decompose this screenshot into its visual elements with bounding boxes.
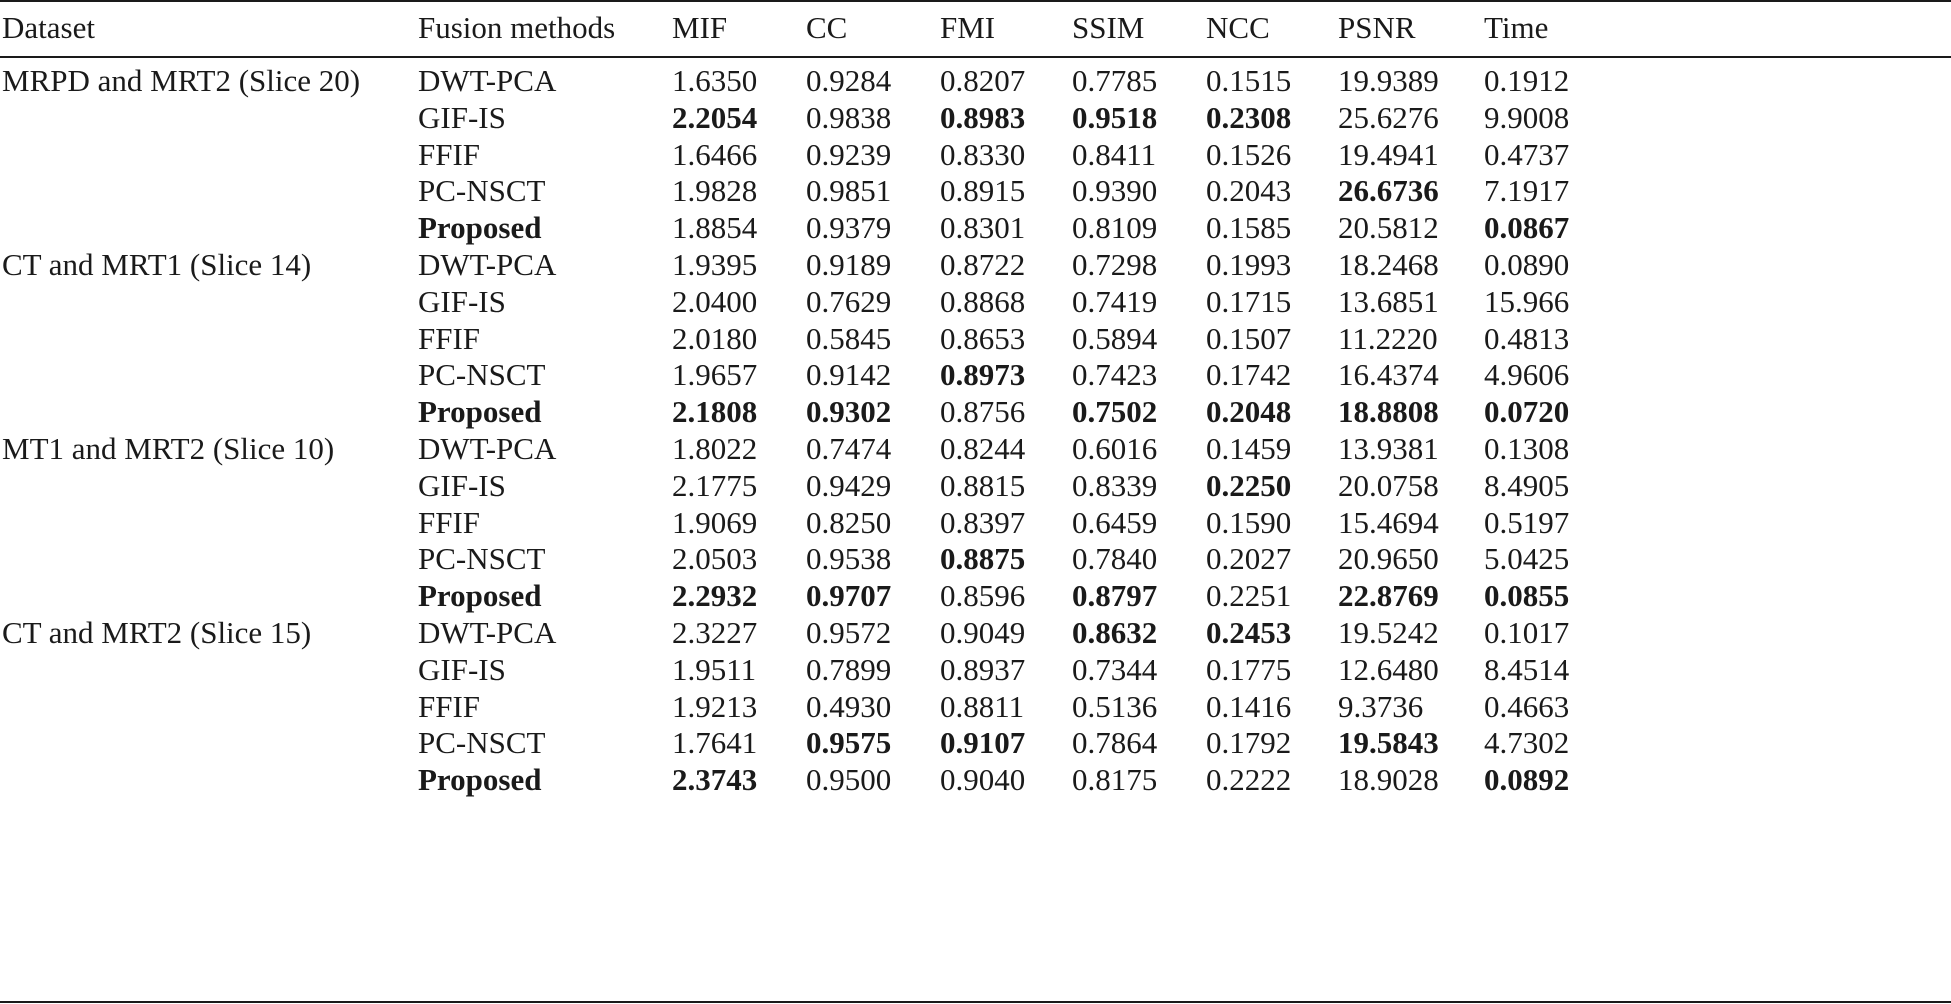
value-time: 8.4905 bbox=[1484, 467, 1570, 503]
value-mif: 1.6350 bbox=[672, 63, 758, 98]
value-ncc: 0.1585 bbox=[1206, 210, 1292, 246]
value-cc: 0.9429 bbox=[806, 467, 892, 503]
value-psnr: 15.4694 bbox=[1338, 504, 1439, 540]
column-header-dataset: Dataset bbox=[2, 10, 95, 45]
value-fmi: 0.9049 bbox=[940, 615, 1026, 650]
method-name: DWT-PCA bbox=[418, 247, 557, 282]
value-cc: 0.4930 bbox=[806, 688, 892, 724]
value-cc: 0.9575 bbox=[806, 725, 892, 761]
value-ncc: 0.2027 bbox=[1206, 541, 1292, 577]
value-fmi: 0.8244 bbox=[940, 431, 1026, 466]
value-cc: 0.9838 bbox=[806, 99, 892, 135]
value-mif: 1.9069 bbox=[672, 504, 758, 540]
value-ssim: 0.9518 bbox=[1072, 99, 1158, 135]
column-header-fusion-methods: Fusion methods bbox=[418, 10, 616, 45]
value-time: 0.4813 bbox=[1484, 320, 1570, 356]
value-time: 0.4737 bbox=[1484, 136, 1570, 172]
value-ncc: 0.1515 bbox=[1206, 63, 1292, 98]
dataset-label: MRPD and MRT2 (Slice 20) bbox=[2, 63, 361, 98]
value-psnr: 12.6480 bbox=[1338, 651, 1439, 687]
value-cc: 0.9707 bbox=[806, 578, 892, 614]
table-bottom-rule bbox=[0, 1001, 1951, 1003]
value-mif: 1.8022 bbox=[672, 431, 758, 466]
value-ssim: 0.6459 bbox=[1072, 504, 1158, 540]
value-ssim: 0.7785 bbox=[1072, 63, 1158, 98]
value-fmi: 0.8330 bbox=[940, 136, 1026, 172]
value-time: 0.0867 bbox=[1484, 210, 1570, 246]
value-fmi: 0.8815 bbox=[940, 467, 1026, 503]
method-name: Proposed bbox=[418, 210, 542, 246]
value-cc: 0.9142 bbox=[806, 357, 892, 393]
method-name: GIF-IS bbox=[418, 467, 506, 503]
value-fmi: 0.8207 bbox=[940, 63, 1026, 98]
value-mif: 2.3227 bbox=[672, 615, 758, 650]
column-header-ssim: SSIM bbox=[1072, 10, 1145, 45]
table-top-rule bbox=[0, 0, 1951, 2]
column-header-cc: CC bbox=[806, 10, 848, 45]
value-time: 0.0892 bbox=[1484, 762, 1570, 798]
value-mif: 2.1808 bbox=[672, 394, 758, 430]
value-time: 0.4663 bbox=[1484, 688, 1570, 724]
value-cc: 0.9538 bbox=[806, 541, 892, 577]
value-mif: 1.9213 bbox=[672, 688, 758, 724]
method-name: FFIF bbox=[418, 136, 481, 172]
value-psnr: 18.9028 bbox=[1338, 762, 1439, 798]
method-name: PC-NSCT bbox=[418, 173, 546, 209]
value-psnr: 18.2468 bbox=[1338, 247, 1439, 282]
column-header-psnr: PSNR bbox=[1338, 10, 1416, 45]
value-mif: 2.3743 bbox=[672, 762, 758, 798]
value-fmi: 0.8937 bbox=[940, 651, 1026, 687]
value-ssim: 0.7864 bbox=[1072, 725, 1158, 761]
value-time: 9.9008 bbox=[1484, 99, 1570, 135]
method-name: Proposed bbox=[418, 578, 542, 614]
value-cc: 0.5845 bbox=[806, 320, 892, 356]
value-ssim: 0.7298 bbox=[1072, 247, 1158, 282]
method-name: FFIF bbox=[418, 320, 481, 356]
value-time: 8.4514 bbox=[1484, 651, 1570, 687]
dataset-label: CT and MRT2 (Slice 15) bbox=[2, 615, 312, 650]
method-name: GIF-IS bbox=[418, 651, 506, 687]
value-ncc: 0.1416 bbox=[1206, 688, 1292, 724]
value-time: 0.1912 bbox=[1484, 63, 1570, 98]
value-ssim: 0.8339 bbox=[1072, 467, 1158, 503]
method-name: DWT-PCA bbox=[418, 431, 557, 466]
value-fmi: 0.8983 bbox=[940, 99, 1026, 135]
dataset-label: MT1 and MRT2 (Slice 10) bbox=[2, 431, 335, 466]
method-name: DWT-PCA bbox=[418, 615, 557, 650]
value-ncc: 0.1715 bbox=[1206, 283, 1292, 319]
value-fmi: 0.8756 bbox=[940, 394, 1026, 430]
value-fmi: 0.8868 bbox=[940, 283, 1026, 319]
value-psnr: 25.6276 bbox=[1338, 99, 1439, 135]
value-ssim: 0.5136 bbox=[1072, 688, 1158, 724]
value-ncc: 0.1792 bbox=[1206, 725, 1292, 761]
method-name: FFIF bbox=[418, 504, 481, 540]
value-ncc: 0.2453 bbox=[1206, 615, 1292, 650]
value-cc: 0.9189 bbox=[806, 247, 892, 282]
dataset-label: CT and MRT1 (Slice 14) bbox=[2, 247, 312, 282]
value-mif: 2.0503 bbox=[672, 541, 758, 577]
value-mif: 2.0400 bbox=[672, 283, 758, 319]
value-ncc: 0.2048 bbox=[1206, 394, 1292, 430]
value-fmi: 0.9040 bbox=[940, 762, 1026, 798]
value-fmi: 0.8596 bbox=[940, 578, 1026, 614]
value-psnr: 18.8808 bbox=[1338, 394, 1439, 430]
value-psnr: 16.4374 bbox=[1338, 357, 1439, 393]
method-name: Proposed bbox=[418, 394, 542, 430]
value-ncc: 0.2250 bbox=[1206, 467, 1292, 503]
value-ssim: 0.8797 bbox=[1072, 578, 1158, 614]
value-ncc: 0.2251 bbox=[1206, 578, 1292, 614]
value-mif: 1.9828 bbox=[672, 173, 758, 209]
value-fmi: 0.8973 bbox=[940, 357, 1026, 393]
value-time: 4.9606 bbox=[1484, 357, 1570, 393]
value-ncc: 0.1526 bbox=[1206, 136, 1292, 172]
value-psnr: 11.2220 bbox=[1338, 320, 1438, 356]
value-fmi: 0.8915 bbox=[940, 173, 1026, 209]
value-cc: 0.9239 bbox=[806, 136, 892, 172]
value-time: 0.0720 bbox=[1484, 394, 1570, 430]
value-mif: 2.0180 bbox=[672, 320, 758, 356]
value-psnr: 20.9650 bbox=[1338, 541, 1439, 577]
method-name: DWT-PCA bbox=[418, 63, 557, 98]
value-fmi: 0.8722 bbox=[940, 247, 1026, 282]
value-psnr: 19.4941 bbox=[1338, 136, 1439, 172]
value-cc: 0.7629 bbox=[806, 283, 892, 319]
value-ssim: 0.8175 bbox=[1072, 762, 1158, 798]
value-cc: 0.9379 bbox=[806, 210, 892, 246]
value-time: 0.0855 bbox=[1484, 578, 1570, 614]
value-ssim: 0.8411 bbox=[1072, 136, 1157, 172]
value-ncc: 0.2308 bbox=[1206, 99, 1292, 135]
value-time: 15.966 bbox=[1484, 283, 1570, 319]
method-name: GIF-IS bbox=[418, 283, 506, 319]
value-mif: 1.9511 bbox=[672, 651, 757, 687]
value-cc: 0.7899 bbox=[806, 651, 892, 687]
value-time: 4.7302 bbox=[1484, 725, 1570, 761]
value-psnr: 20.5812 bbox=[1338, 210, 1439, 246]
table-header-rule bbox=[0, 56, 1951, 58]
value-cc: 0.9572 bbox=[806, 615, 892, 650]
value-ncc: 0.2043 bbox=[1206, 173, 1292, 209]
value-mif: 2.2932 bbox=[672, 578, 758, 614]
value-cc: 0.9500 bbox=[806, 762, 892, 798]
value-ssim: 0.8109 bbox=[1072, 210, 1158, 246]
value-ssim: 0.7840 bbox=[1072, 541, 1158, 577]
value-ncc: 0.2222 bbox=[1206, 762, 1292, 798]
value-cc: 0.9851 bbox=[806, 173, 892, 209]
value-psnr: 19.5843 bbox=[1338, 725, 1439, 761]
value-ssim: 0.7502 bbox=[1072, 394, 1158, 430]
method-name: PC-NSCT bbox=[418, 541, 546, 577]
value-ssim: 0.8632 bbox=[1072, 615, 1158, 650]
value-psnr: 20.0758 bbox=[1338, 467, 1439, 503]
value-ssim: 0.7419 bbox=[1072, 283, 1158, 319]
value-ssim: 0.6016 bbox=[1072, 431, 1158, 466]
value-mif: 1.8854 bbox=[672, 210, 758, 246]
value-fmi: 0.8653 bbox=[940, 320, 1026, 356]
value-cc: 0.7474 bbox=[806, 431, 892, 466]
value-ncc: 0.1775 bbox=[1206, 651, 1292, 687]
column-header-ncc: NCC bbox=[1206, 10, 1270, 45]
value-time: 0.1308 bbox=[1484, 431, 1570, 466]
value-mif: 1.9395 bbox=[672, 247, 758, 282]
value-psnr: 19.5242 bbox=[1338, 615, 1439, 650]
method-name: GIF-IS bbox=[418, 99, 506, 135]
value-ncc: 0.1507 bbox=[1206, 320, 1292, 356]
value-fmi: 0.9107 bbox=[940, 725, 1026, 761]
method-name: Proposed bbox=[418, 762, 542, 798]
column-header-mif: MIF bbox=[672, 10, 728, 45]
value-ncc: 0.1742 bbox=[1206, 357, 1292, 393]
value-psnr: 19.9389 bbox=[1338, 63, 1439, 98]
method-name: PC-NSCT bbox=[418, 725, 546, 761]
value-ssim: 0.9390 bbox=[1072, 173, 1158, 209]
value-mif: 2.1775 bbox=[672, 467, 758, 503]
value-mif: 1.6466 bbox=[672, 136, 758, 172]
value-fmi: 0.8301 bbox=[940, 210, 1026, 246]
value-ncc: 0.1459 bbox=[1206, 431, 1292, 466]
value-ssim: 0.5894 bbox=[1072, 320, 1158, 356]
value-ssim: 0.7423 bbox=[1072, 357, 1158, 393]
value-fmi: 0.8397 bbox=[940, 504, 1026, 540]
value-psnr: 13.9381 bbox=[1338, 431, 1439, 466]
value-cc: 0.9302 bbox=[806, 394, 892, 430]
value-ncc: 0.1993 bbox=[1206, 247, 1292, 282]
value-time: 5.0425 bbox=[1484, 541, 1570, 577]
value-time: 0.0890 bbox=[1484, 247, 1570, 282]
column-header-time: Time bbox=[1484, 10, 1549, 45]
value-ncc: 0.1590 bbox=[1206, 504, 1292, 540]
value-psnr: 26.6736 bbox=[1338, 173, 1439, 209]
value-fmi: 0.8811 bbox=[940, 688, 1025, 724]
value-time: 0.5197 bbox=[1484, 504, 1570, 540]
method-name: PC-NSCT bbox=[418, 357, 546, 393]
value-mif: 1.9657 bbox=[672, 357, 758, 393]
value-time: 7.1917 bbox=[1484, 173, 1570, 209]
value-cc: 0.8250 bbox=[806, 504, 892, 540]
value-time: 0.1017 bbox=[1484, 615, 1570, 650]
value-psnr: 22.8769 bbox=[1338, 578, 1439, 614]
value-psnr: 9.3736 bbox=[1338, 688, 1424, 724]
value-mif: 1.7641 bbox=[672, 725, 758, 761]
value-psnr: 13.6851 bbox=[1338, 283, 1439, 319]
column-header-fmi: FMI bbox=[940, 10, 996, 45]
value-mif: 2.2054 bbox=[672, 99, 758, 135]
value-ssim: 0.7344 bbox=[1072, 651, 1158, 687]
method-name: FFIF bbox=[418, 688, 481, 724]
value-cc: 0.9284 bbox=[806, 63, 892, 98]
value-fmi: 0.8875 bbox=[940, 541, 1026, 577]
